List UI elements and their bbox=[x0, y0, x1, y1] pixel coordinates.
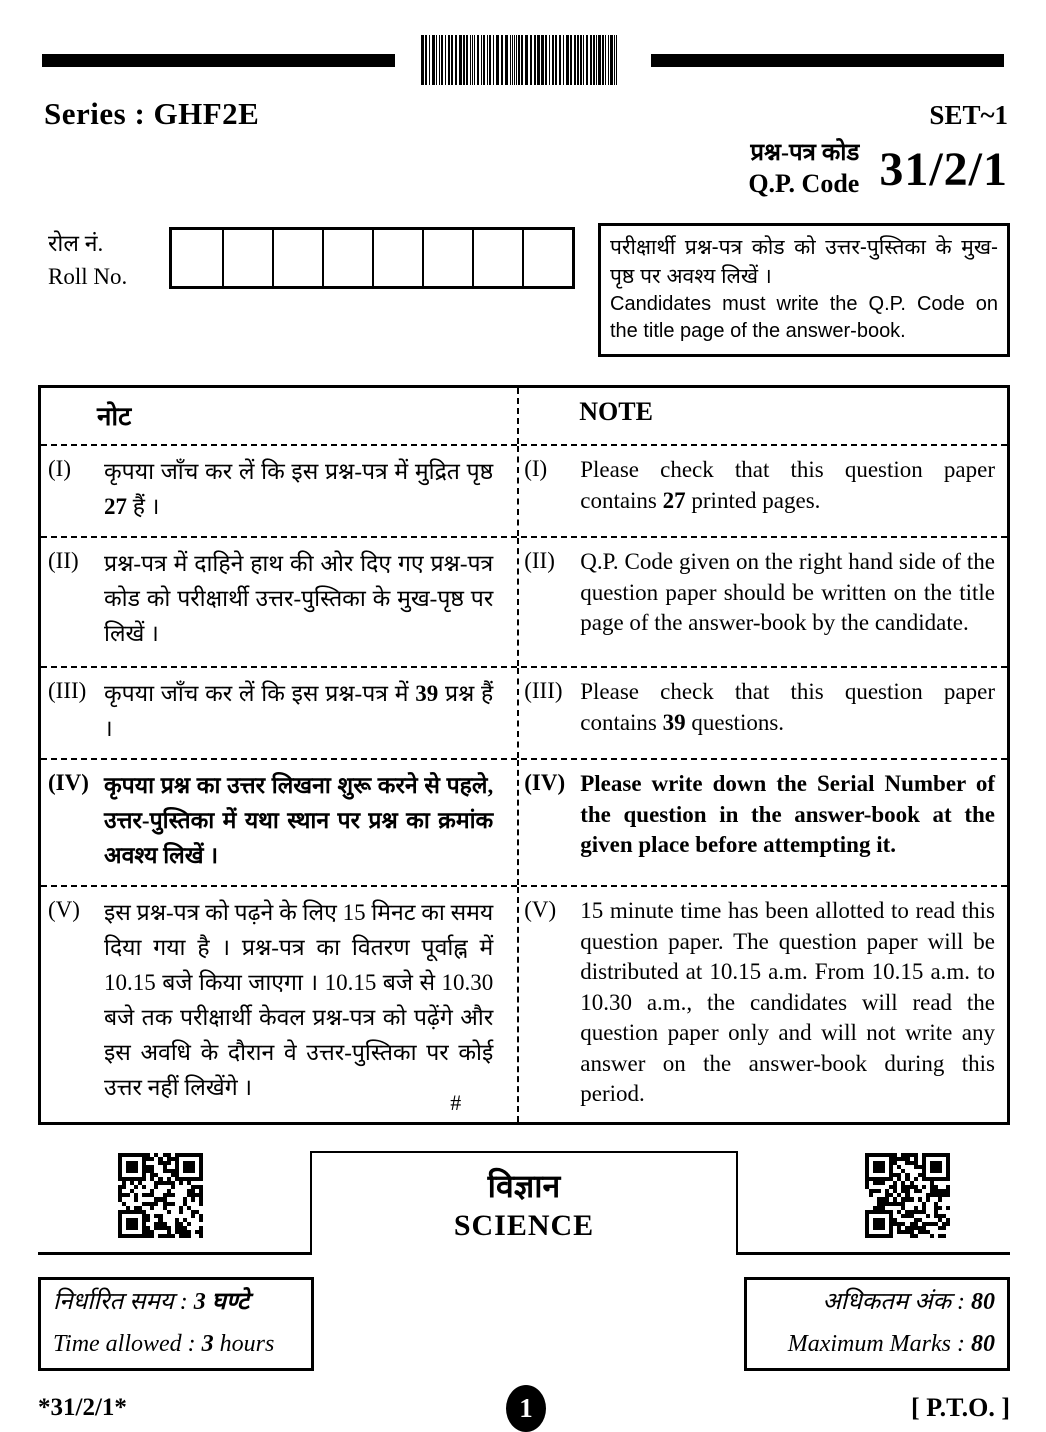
time-allowed-hindi: निर्धारित समय : 3 घण्टे bbox=[53, 1288, 250, 1315]
barcode bbox=[421, 35, 625, 85]
note-cell-hi bbox=[41, 760, 517, 885]
note-row-number: (V) bbox=[524, 896, 557, 922]
note-header-english: NOTE bbox=[517, 388, 1007, 444]
roll-digit-box bbox=[472, 230, 522, 286]
subject-title-english: SCIENCE bbox=[453, 1209, 595, 1243]
note-row bbox=[41, 536, 1007, 666]
right-black-bar bbox=[651, 54, 1004, 67]
roll-label-hindi: रोल नं. bbox=[48, 230, 104, 256]
roll-digit-box bbox=[522, 230, 572, 286]
note-cell-hi bbox=[41, 538, 517, 666]
note-cell-en bbox=[517, 887, 1007, 1122]
qr-code-right bbox=[865, 1153, 950, 1238]
note-row-number: (II) bbox=[524, 548, 555, 574]
note-row-text-en: Please write down the Serial Number of the question in the answer-book at the given place before attempting it. bbox=[580, 771, 995, 858]
qp-code-label-hindi: प्रश्न-पत्र कोड bbox=[750, 140, 860, 166]
top-band bbox=[42, 34, 1004, 86]
note-cell-en bbox=[517, 760, 1007, 885]
note-row-text-hi: कृपया जाँच कर लें कि इस प्रश्न-पत्र में 39 प्रश्न हैं । bbox=[104, 681, 494, 742]
roll-label-english: Roll No. bbox=[48, 263, 128, 289]
roll-digit-box bbox=[222, 230, 272, 286]
notice-text-hindi: परीक्षार्थी प्रश्न-पत्र कोड को उत्तर-पुस्तिका के मुख-पृष्ठ पर अवश्य लिखें । bbox=[610, 235, 998, 288]
qp-code-value: 31/2/1 bbox=[879, 142, 1008, 196]
maximum-marks-hindi: अधिकतम अंक : 80 bbox=[822, 1288, 995, 1315]
subject-box bbox=[310, 1151, 738, 1255]
note-row-text-hi: इस प्रश्न-पत्र को पढ़ने के लिए 15 मिनट का समय दिया गया है । प्रश्न-पत्र का वितरण पूर्वाह्न में 10.15 बजे किया जाएगा । 10.15 बजे से 10.30 बजे तक परीक्षार्थी केवल प्रश्न-पत्र को पढ़ेंगे और इस अवधि के दौरान वे उत्तर-पुस्तिका पर कोई उत्तर नहीं लिखेंगे । bbox=[104, 899, 494, 1100]
time-allowed-box bbox=[38, 1277, 314, 1371]
set-label: SET~1 bbox=[929, 100, 1008, 130]
note-row-text-hi: कृपया प्रश्न का उत्तर लिखना शुरू करने से पहले, उत्तर-पुस्तिका में यथा स्थान पर प्रश्न का क्रमांक अवश्य लिखें । bbox=[104, 773, 494, 868]
maximum-marks-box bbox=[744, 1277, 1010, 1371]
qr-code-left bbox=[118, 1153, 203, 1238]
note-cell-hi bbox=[41, 446, 517, 536]
note-row-text-hi: कृपया जाँच कर लें कि इस प्रश्न-पत्र में मुद्रित पृष्ठ 27 हैं । bbox=[104, 459, 494, 520]
note-row-text-en: Please check that this question paper contains 27 printed pages. bbox=[580, 457, 995, 513]
note-row bbox=[41, 885, 1007, 1122]
roll-digit-box bbox=[172, 230, 222, 286]
left-black-bar bbox=[42, 54, 395, 67]
note-row bbox=[41, 444, 1007, 536]
note-row-number: (IV) bbox=[48, 770, 89, 796]
page-number-badge: 1 bbox=[506, 1385, 546, 1432]
note-row bbox=[41, 666, 1007, 758]
note-cell-en bbox=[517, 668, 1007, 758]
subject-band bbox=[38, 1147, 1010, 1255]
note-row-number: (I) bbox=[524, 456, 548, 482]
note-row-number: (II) bbox=[48, 548, 79, 574]
qp-code-notice-box bbox=[598, 223, 1010, 358]
note-row-number: (III) bbox=[524, 678, 563, 704]
maximum-marks-english: Maximum Marks : 80 bbox=[787, 1330, 995, 1357]
roll-digit-box bbox=[272, 230, 322, 286]
roll-digit-box bbox=[422, 230, 472, 286]
roll-number-boxes bbox=[169, 227, 575, 289]
note-cell-hi bbox=[41, 887, 517, 1122]
note-row-text-hi: प्रश्न-पत्र में दाहिने हाथ की ओर दिए गए प्रश्न-पत्र कोड को परीक्षार्थी उत्तर-पुस्तिका के मुख-पृष्ठ पर लिखें । bbox=[104, 551, 494, 647]
note-cell-en bbox=[517, 538, 1007, 666]
note-cell-en bbox=[517, 446, 1007, 536]
note-row-number: (III) bbox=[48, 678, 87, 704]
roll-digit-box bbox=[322, 230, 372, 286]
series-label: Series : GHF2E bbox=[44, 96, 260, 131]
note-header-hindi: नोट bbox=[97, 402, 132, 432]
note-row-number: (I) bbox=[48, 456, 71, 482]
note-row-text-en: 15 minute time has been allotted to read this question paper. The question paper will be distributed at 10.15 a.m. From 10.15 a.m. to 10.30 a.m., the candidates will read the question paper only and will not write any answer on the answer-book during this period. bbox=[580, 897, 995, 1107]
hash-mark: # bbox=[450, 1089, 462, 1115]
note-row-number: (IV) bbox=[524, 770, 566, 796]
note-table-header bbox=[41, 388, 1007, 444]
roll-digit-box bbox=[372, 230, 422, 286]
time-allowed-english: Time allowed : 3 hours bbox=[53, 1330, 275, 1357]
footer-paper-code: *31/2/1* bbox=[38, 1394, 127, 1422]
note-row-text-en: Q.P. Code given on the right hand side of the question paper should be written on the title page of the answer-book by the candidate. bbox=[580, 549, 995, 636]
note-table bbox=[38, 385, 1010, 1125]
note-row-number: (V) bbox=[48, 896, 80, 922]
qp-code-label-english: Q.P. Code bbox=[748, 169, 860, 198]
note-cell-hi bbox=[41, 668, 517, 758]
note-row-text-en: Please check that this question paper contains 39 questions. bbox=[580, 679, 995, 735]
notice-text-english: Candidates must write the Q.P. Code on the title page of the answer-book. bbox=[610, 293, 998, 343]
subject-title-hindi: विज्ञान bbox=[487, 1168, 561, 1205]
pto-label: [ P.T.O. ] bbox=[911, 1393, 1010, 1423]
note-row bbox=[41, 758, 1007, 885]
